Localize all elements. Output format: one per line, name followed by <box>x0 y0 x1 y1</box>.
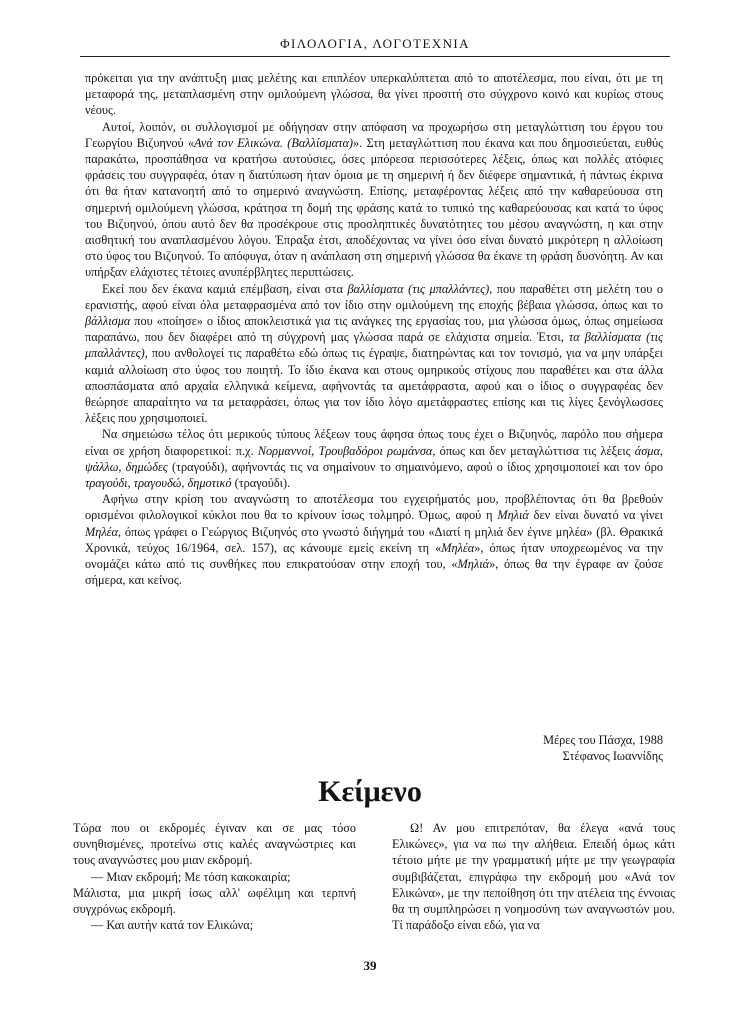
italic-text: τραγούδι, τραγουδώ, δημοτικό <box>85 476 232 491</box>
paragraph: Εκεί που δεν έκανα καμιά επέμβαση, είναι στα βαλλίσματα (τις μπαλλάντες), που παραθέτει στη μελέτη του ο ερανιστής, αφού είναι όλα μεταφρασμένα από τον ίδιο στην ομιλούμενη της εποχής βέβαια γλώσσα, όπως και το βάλλισμα που «ποίησε» ο ίδιος αποκλειστικά για τις ανάγκες της εργασίας του, μια γλώσσα όμως, όπως σημείωσα παραπάνω, που δεν διαφέρει από τη σύγχρονή μας γλώσσα παρά σε ελάχιστα σημεία. Έτσι, τα βαλλίσματα (τις μπαλλάντες), που ανθολογεί τις παραθέτω εδώ όπως τις έγραψε, διατηρώντας και τον τονισμό, για να μην υπάρξει καμιά αλλοίωση στο ύφος του ποιητή. Το ίδιο έκανα και στους ομηρικούς στίχους που παραθέτει και στα άλλα αποσπάσματα από αρχαία ελληνικά κείμενα, αφήνοντάς τα αμετάφραστα, αφού και ο ίδιος ο συγγραφέας δεν θεώρησε απαραίτητο να τα μεταφράσει, όπως για τον ίδιο λόγο αμετάφραστες επίσης και τις λίγες ξενόγλωσσες λέξεις που χρησιμοποιεί. <box>85 281 663 426</box>
italic-text: Ανά τον Ελικώνα. (Βαλλίσματα) <box>194 135 354 150</box>
italic-text: Νορμαννοί, Τρουβαδόροι ρωμάνσα <box>257 443 433 458</box>
italic-text: Μηλέα <box>85 524 118 539</box>
page-number: 39 <box>363 958 377 973</box>
section-title: Κείμενο <box>318 775 422 808</box>
paragraph: Τώρα που οι εκδρομές έγιναν και σε μας τόσο συνηθισμένες, προτείνω στις καλές αναγνώστριες και τους αναγνώστες μου μιαν εκδρομή. <box>73 821 356 868</box>
paragraph: Αυτοί, λοιπόν, οι συλλογισμοί με οδήγησαν στην απόφαση να προχωρήσω στη μεταγλώττιση του έργου του Γεωργίου Βιζυηνού «Ανά τον Ελικώνα. (Βαλλίσματα)». Στη μεταγλώττιση που έκανα και που δημοσιεύεται, ευθύς παρακάτω, προσπάθησα να κρατήσω αυτούσιες, όσες μπόρεσα περισσότερες λέξεις, όπως και πολλές ατόφιες φράσεις του συγγραφέα, όταν η διατύπωση ήταν όμοια με τη σημερινή ή δεν διέφερε σημαντικά, ή πάντως έκρινα ότι θα ήταν κατανοητή από το σημερινό αναγνώστη. Επίσης, μεταφέροντας λέξεις από την καθαρεύουσα στη σημερινή ομιλούμενη γλώσσα, κράτησα τη δομή της φράσης κατά το τυπικό της καθαρεύουσας και κατά το ύφος του Βιζυηνού, όπου αυτό δεν θα προσέκρουε στις προσληπτικές δυνατότητες του μέσου αναγνώστη, η και στην αισθητική του αναπλασμένου λόγου. Έπραξα έτσι, αποδέχοντας να γίνει όσο είναι δυνατό μικρότερη η αλλοίωση στο ύφος του Βιζυηνού. Το απόφυγα, όταν η ανάπλαση στη σημερινή γλώσσα θα έκανε τη φράση δυσνόητη. Αν και υπήρξαν ελάχιστες τέτοιες ανυπέρβλητες περιπτώσεις. <box>85 119 663 280</box>
paragraph: — Και αυτήν κατά τον Ελικώνα; <box>91 918 254 933</box>
article-body <box>85 70 663 589</box>
italic-text: βάλλισμα <box>85 314 131 329</box>
signature-block <box>400 732 663 764</box>
paragraph: πρόκειται για την ανάπτυξη μιας μελέτης και επιπλέον υπερκαλύπτεται από το αποτέλεσμα, που είναι, ότι με τη μεταφορά της, μεταπλασμένη στην ομιλούμενη γλώσσα, θα γίνει προσιτή στο σύγχρονο κοινό και κυρίως στους νέους. <box>85 71 663 118</box>
signature-date: Μέρες του Πάσχα, 1988 <box>543 733 663 747</box>
italic-text: Μηλιά <box>457 557 490 572</box>
italic-text: τα βαλλίσματα (τις μπαλλάντες) <box>85 330 663 361</box>
paragraph: Να σημειώσω τέλος ότι μερικούς τύπους λέξεων τους άφησα όπως τους έχει ο Βιζυηνός, παρόλο που σήμερα είναι σε χρήση διαφορετικοί: π.χ. Νορμαννοί, Τρουβαδόροι ρωμάνσα, όπως και δεν μεταγλώττισα τις λέξεις άσμα, ψάλλω, δημώδες (τραγούδι), αφήνοντάς τις να σημαίνουν το σημαινόμενο, αφού ο ίδιος χρησιμοποιεί και τον όρο τραγούδι, τραγουδώ, δημοτικό (τραγούδι). <box>85 427 663 491</box>
paragraph: Αφήνω στην κρίση του αναγνώστη το αποτέλεσμα του εγχειρήματός μου, προβλέποντας ότι θα βρεθούν ορισμένοι φιλολογικοί κύκλοι που θα το κρίνουν ίσως τολμηρό. Όμως, αφού η Μηλιά δεν είναι δυνατό να γίνει Μηλέα, όπως γράφει ο Γεώργιος Βιζυηνός στο γνωστό διήγημά του «Διατί η μηλιά δεν έγινε μηλέα» (βλ. Θρακικά Χρονικά, τεύχος 16/1964, σελ. 157), ας κάνουμε εμείς εκείνη τη «Μηλέα», όπως ήταν υποχρεωμένος να την ονομάζει κάτω από τις συνθήκες που επικρατούσαν στην εποχή του, «Μηλιά», όπως θα την έγραφε αν ζούσε σήμερα, και κείνος. <box>85 492 663 588</box>
paragraph: Μάλιστα, μια μικρή ίσως αλλ' ωφέλιμη και τερπνή συγχρόνως εκδρομή. <box>73 885 356 917</box>
italic-text: Μηλιά <box>497 508 529 523</box>
paragraph: — Μιαν εκδρομή; Με τόση κακοκαιρία; <box>91 869 291 884</box>
italic-text: Μηλέα <box>441 540 475 555</box>
italic-text: άσμα, ψάλλω, δημώδες <box>85 443 663 474</box>
running-header: ΦΙΛΟΛΟΓΙΑ, ΛΟΓΟΤΕΧΝΙΑ <box>280 36 470 51</box>
text-column-left <box>73 820 356 933</box>
italic-text: βαλλίσματα (τις μπαλλάντες) <box>347 281 490 296</box>
paragraph: Ω! Αν μου επιτρεπόταν, θα έλεγα «ανά τους Ελικώνες», για να πω την αλήθεια. Επειδή όμως κάτι τέτοιο μήτε με την γραμματική μήτε με την γεωγραφία συμβιβάζεται, επιγράφω την εκδρομή μου «Ανά τον Ελικώνα», με την πεποίθηση ότι την ατέλεια της έννοιας θα τη συμπληρώσει η νοημοσύνη των αναγνωστών μου. Τί παράδοξο είναι εδώ, για να <box>392 821 675 933</box>
text-column-right <box>392 820 675 933</box>
signature-name: Στέφανος Ιωαννίδης <box>562 749 663 764</box>
header-divider <box>80 56 670 57</box>
